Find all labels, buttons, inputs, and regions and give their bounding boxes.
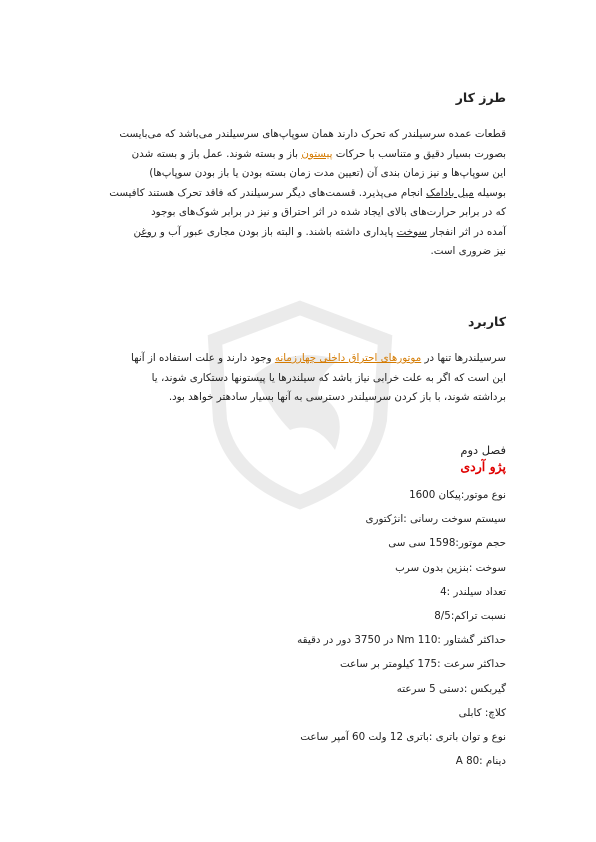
article-link[interactable]: موتورهای احتراق داخلی چهارزمانه [274, 352, 422, 364]
spec-value: 8/5 [434, 609, 451, 622]
spec-value: 175 کیلومتر بر ساعت [340, 658, 438, 671]
spec-item [95, 556, 506, 580]
spec-item [95, 580, 506, 604]
section-heading-method: طرز کار [455, 90, 506, 105]
car-name-heading: پژو آردی [460, 459, 506, 474]
underlined-term: میل بادامک [426, 186, 474, 199]
spec-value: 80 A [455, 755, 480, 768]
spec-value: دستی 5 سرعته [396, 682, 464, 695]
article-link[interactable]: پیستون [301, 147, 333, 160]
spec-value: بنزین بدون سرب [395, 561, 469, 574]
spec-value: کابلی [458, 706, 485, 719]
spec-label: دینام : [479, 755, 506, 768]
spec-value: 1598 سی سی [388, 537, 456, 550]
spec-value: انژکتوری [365, 513, 404, 526]
spec-label: تعداد سیلندر : [446, 585, 506, 598]
spec-label: حداکثر سرعت : [437, 658, 506, 671]
spec-item [95, 507, 506, 531]
spec-label: نوع موتور: [460, 489, 506, 501]
spec-item [95, 652, 506, 676]
spec-item [95, 604, 506, 628]
underlined-term: روغن [133, 225, 157, 238]
spec-label: حجم موتور: [455, 537, 506, 550]
spec-label: گیربکس : [463, 682, 506, 695]
spec-label: کلاچ: [484, 706, 506, 719]
spec-value: باتری 12 ولت 60 آمپر ساعت [300, 730, 429, 743]
spec-label: نوع و توان باتری : [428, 730, 506, 743]
spec-item [95, 749, 506, 773]
method-paragraph: قطعات عمده سرسیلندر که تحرک دارند همان سوپاپ‌های سرسیلندر می‌باشد که می‌بایست بصورت بسیار دقیق و متناسب با حرکات پیستون باز و بسته شوند. عمل باز و بسته شدن این سوپاپ‌ها و نیز زمان بندی آن (تعیین مدت زمان بسته بودن یا باز بودن سوپاپ‌ها) بوسیله میل بادامک انجام می‌پذیرد. قسمت‌های دیگر سرسیلندر که فاقد تحرک هستند کافیست که در برابر حرارت‌های بالای ایجاد شده در اثر احتراق و نیز در برابر شوک‌های بوجود آمده در اثر انفجار سوخت پایداری داشته باشند. و البته باز بودن مجاری عبور آب و روغن نیز ضروری است. [109, 128, 506, 257]
spec-label: سوخت : [468, 561, 506, 574]
spec-label: حداکثر گشتاور : [437, 634, 506, 647]
spec-label: نسبت تراکم: [450, 609, 506, 622]
spec-item [95, 677, 506, 701]
spec-list [95, 483, 506, 773]
spec-label: سیستم سوخت رسانی : [403, 513, 506, 526]
spec-value: پیکان 1600 [409, 489, 461, 501]
section-heading-usage: کاربرد [467, 314, 506, 329]
spec-value: 110 Nm در 3750 دور در دقیقه [297, 634, 438, 647]
chapter-heading: فصل دوم [460, 443, 506, 457]
spec-item [95, 725, 506, 749]
spec-item [95, 531, 506, 555]
spec-value: 4 [440, 585, 447, 598]
spec-item [95, 628, 506, 652]
spec-item [95, 483, 506, 507]
spec-item [95, 701, 506, 725]
underlined-term: سوخت [396, 225, 428, 238]
usage-paragraph: سرسیلندرها تنها در موتورهای احتراق داخلی چهارزمانه وجود دارند و علت استفاده از آنها این است که اگر به علت خرابی نیاز باشد که سیلندرها یا پیستونها دستکاری شوند، یا برداشته شوند، با باز کردن سرسیلندر دسترسی به آنها بسیار سادهتر خواهد بود. [131, 352, 506, 403]
